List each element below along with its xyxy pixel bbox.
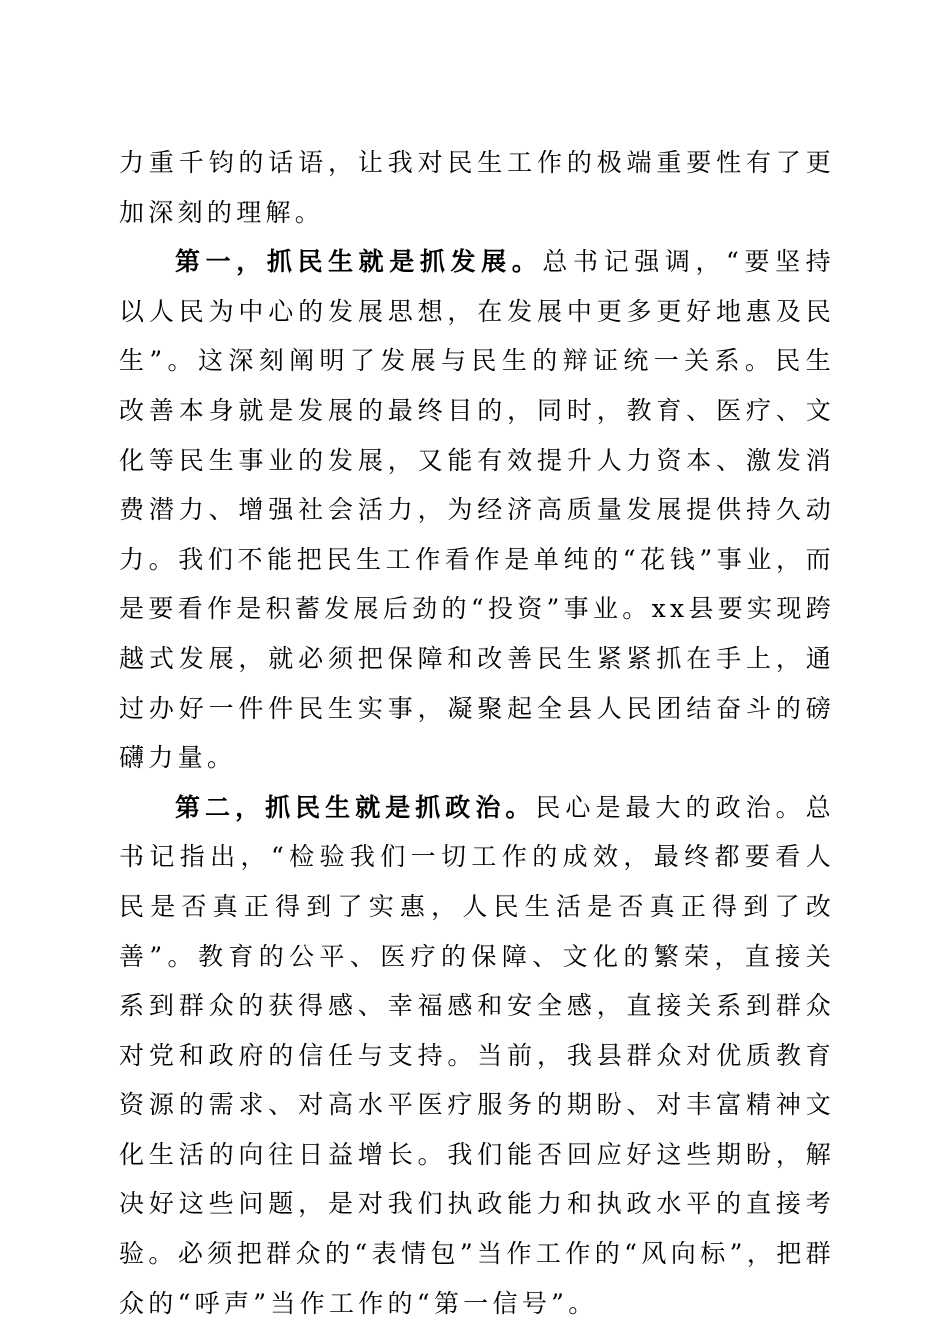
document-body	[119, 138, 835, 1328]
paragraph-heading: 第二，抓民生就是抓政治。	[175, 792, 536, 822]
paragraph-text: 民心是最大的政治。总书记指出，“检验我们一切工作的成效，最终都要看人民是否真正得到了实惠，人民生活是否真正得到了改善”。教育的公平、医疗的保障、文化的繁荣，直接关系到群众的获得感、幸福感和安全感，直接关系到群众对党和政府的信任与支持。当前，我县群众对优质教育资源的需求、对高水平医疗服务的期盼、对丰富精神文化生活的向往日益增长。我们能否回应好这些期盼，解决好这些问题，是对我们执政能力和执政水平的直接考验。必须把群众的“表情包”当作工作的“风向标”，把群众的“呼声”当作工作的“第一信号”。	[119, 792, 835, 1318]
paragraph-development	[119, 237, 835, 783]
paragraph-continuation	[119, 138, 835, 237]
paragraph-heading: 第一，抓民生就是抓发展。	[175, 247, 543, 277]
paragraph-politics	[119, 783, 835, 1329]
paragraph-text: 力重千钧的话语，让我对民生工作的极端重要性有了更加深刻的理解。	[119, 148, 835, 227]
paragraph-text: 总书记强调，“要坚持以人民为中心的发展思想，在发展中更多更好地惠及民生”。这深刻阐明了发展与民生的辩证统一关系。民生改善本身就是发展的最终目的，同时，教育、医疗、文化等民生事业的发展，又能有效提升人力资本、激发消费潜力、增强社会活力，为经济高质量发展提供持久动力。我们不能把民生工作看作是单纯的“花钱”事业，而是要看作是积蓄发展后劲的“投资”事业。xx县要实现跨越式发展，就必须把保障和改善民生紧紧抓在手上，通过办好一件件民生实事，凝聚起全县人民团结奋斗的磅礴力量。	[119, 247, 835, 773]
